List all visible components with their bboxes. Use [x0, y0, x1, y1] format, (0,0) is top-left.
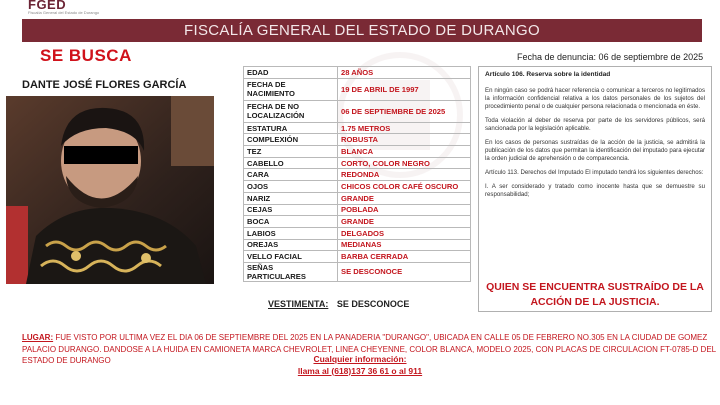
legal-box	[478, 66, 712, 312]
legal-paragraph: En ningún caso se podrá hacer referencia o comunicar a terceros no legitimados la información confidencial relativa a los datos personales de los sujetos del procedimiento penal o de cualquier persona relacionada o mencionada en éste.	[485, 87, 705, 110]
details-label: OJOS	[244, 181, 338, 193]
details-label: NARIZ	[244, 192, 338, 204]
details-row	[244, 204, 471, 216]
details-value: GRANDE	[338, 216, 471, 228]
details-row	[244, 78, 471, 100]
details-value: GRANDE	[338, 192, 471, 204]
details-value: BARBA CERRADA	[338, 251, 471, 263]
person-photo	[6, 96, 214, 284]
details-label: COMPLEXIÓN	[244, 134, 338, 146]
details-row	[244, 216, 471, 228]
quien-notice	[482, 280, 708, 310]
details-row	[244, 239, 471, 251]
details-value: CORTO, COLOR NEGRO	[338, 157, 471, 169]
details-row	[244, 122, 471, 134]
vestimenta-label: VESTIMENTA:	[268, 299, 329, 309]
details-row	[244, 169, 471, 181]
details-row	[244, 192, 471, 204]
details-label: BOCA	[244, 216, 338, 228]
legal-paragraph: Toda violación al deber de reserva por parte de los servidores públicos, será sancionada por la legislación aplicable.	[485, 117, 705, 132]
contact-phone: llama al (618)137 36 61 o al 911	[297, 365, 423, 376]
details-value: SE DESCONOCE	[338, 262, 471, 281]
details-row	[244, 67, 471, 79]
contact-title: Cualquier información:	[313, 354, 407, 364]
se-busca-heading: SE BUSCA	[40, 46, 132, 65]
legal-paragraph: I. A ser considerado y tratado como inocente hasta que se demuestre su responsabilidad;	[485, 183, 705, 198]
details-row	[244, 134, 471, 146]
details-row	[244, 100, 471, 122]
details-label: LABIOS	[244, 227, 338, 239]
contact-info	[0, 354, 720, 377]
details-label: VELLO FACIAL	[244, 251, 338, 263]
details-value: 19 DE ABRIL DE 1997	[338, 78, 471, 100]
details-row	[244, 227, 471, 239]
details-value: MEDIANAS	[338, 239, 471, 251]
title-banner: FISCALÍA GENERAL DEL ESTADO DE DURANGO	[22, 19, 702, 42]
details-label: CARA	[244, 169, 338, 181]
quien-line1: QUIEN SE ENCUENTRA SUSTRAÍDO DE LA	[486, 281, 704, 293]
details-value: 06 DE SEPTIEMBRE DE 2025	[338, 100, 471, 122]
details-value: POBLADA	[338, 204, 471, 216]
details-row	[244, 181, 471, 193]
details-label: FECHA DE NACIMIENTO	[244, 78, 338, 100]
details-row	[244, 262, 471, 281]
details-value: REDONDA	[338, 169, 471, 181]
details-value: 1.75 METROS	[338, 122, 471, 134]
details-value: BLANCA	[338, 146, 471, 158]
details-value: 28 AÑOS	[338, 67, 471, 79]
lugar-body: FUE VISTO POR ULTIMA VEZ EL DIA 06 DE SEPTIEMBRE DEL 2025 EN LA PANADERIA "DURANGO", UBICADA EN CALLE 05 DE FEBRERO NO.305 EN LA CIUDAD DE GOMEZ PALACIO DURANGO. DANDOSE A LA HUIDA EN CAMIONETA MARCA CHEVROLET, LINEA CHEYENNE, COLOR BLANCA, MODELO 2025, CON PLACAS DE CIRCULACION FT-0785-D DEL ESTADO DE DURANGO	[22, 333, 716, 365]
details-label: CABELLO	[244, 157, 338, 169]
person-photo-image	[6, 96, 214, 284]
vestimenta-value: SE DESCONOCE	[336, 299, 410, 309]
details-row	[244, 251, 471, 263]
details-label: EDAD	[244, 67, 338, 79]
lugar-label: LUGAR:	[22, 333, 54, 342]
legal-paragraph: Artículo 113. Derechos del Imputado El imputado tendrá los siguientes derechos:	[485, 169, 704, 176]
details-label: SEÑAS PARTICULARES	[244, 262, 338, 281]
details-row	[244, 146, 471, 158]
details-label: FECHA DE NO LOCALIZACIÓN	[244, 100, 338, 122]
details-row	[244, 157, 471, 169]
details-label: CEJAS	[244, 204, 338, 216]
details-value: CHICOS COLOR CAFÉ OSCURO	[338, 181, 471, 193]
details-table	[243, 66, 471, 282]
logo-subtitle: Fiscalía General del Estado de Durango	[28, 10, 100, 15]
details-value: ROBUSTA	[338, 134, 471, 146]
person-name: DANTE JOSÉ FLORES GARCÍA	[22, 79, 187, 91]
details-value: DELGADOS	[338, 227, 471, 239]
vestimenta	[268, 299, 409, 309]
details-label: TEZ	[244, 146, 338, 158]
details-label: ESTATURA	[244, 122, 338, 134]
logo-text: FGED	[28, 0, 67, 12]
details-label: OREJAS	[244, 239, 338, 251]
legal-paragraph: En los casos de personas sustraídas de la acción de la justicia, se admitirá la publicación de los datos que permitan la identificación del imputado para ejecutar la orden judicial de aprehensión o de comparecencia.	[485, 139, 705, 162]
quien-line2: ACCIÓN DE LA JUSTICIA.	[530, 296, 660, 308]
art106-title: Artículo 106. Reserva sobre la identidad	[485, 71, 611, 78]
fecha-denuncia: Fecha de denuncia: 06 de septiembre de 2025	[517, 52, 704, 62]
fged-logo	[28, 0, 108, 20]
